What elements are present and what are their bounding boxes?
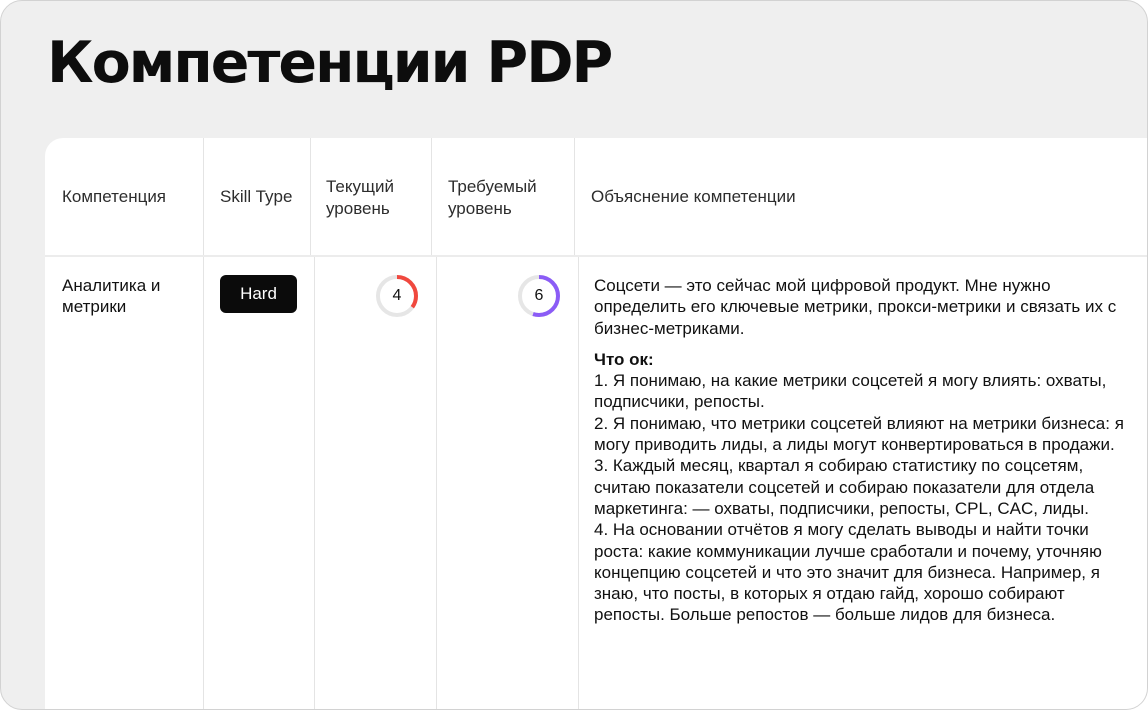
explanation-list-item: 4. На основании отчётов я могу сделать выводы и найти точки роста: какие коммуникации лучше сработали и почему, уточняю концепцию соцсетей и что это значит для бизнеса. Например, я знаю, что посты, в которых я отдаю гайд, хорошо собирают репосты. Больше репостов — больше лидов для бизнеса. — [594, 520, 1102, 625]
required-level-value: 6 — [534, 287, 544, 304]
competence-explanation — [594, 275, 1134, 626]
column-divider — [574, 138, 575, 255]
column-divider — [310, 138, 311, 255]
column-divider — [314, 257, 315, 710]
current-level-value: 4 — [392, 287, 402, 304]
header-competence: Компетенция — [62, 187, 167, 206]
explanation-ok-title: Что ок: — [594, 349, 654, 369]
header-current-level: Текущий уровень — [326, 177, 394, 218]
column-divider — [578, 257, 579, 710]
header-required-level: Требуемый уровень — [448, 177, 537, 218]
competence-table — [45, 138, 1148, 710]
header-skill-type: Skill Type — [220, 187, 293, 206]
header-explanation: Объяснение компетенции — [591, 187, 796, 206]
skill-type-badge: Hard — [220, 275, 297, 313]
page-title: Компетенции PDP — [47, 30, 612, 96]
column-divider — [431, 138, 432, 255]
header-divider — [45, 255, 1148, 257]
column-divider — [436, 257, 437, 710]
explanation-list-item: 2. Я понимаю, что метрики соцсетей влияют на метрики бизнеса: я могу приводить лиды, а лиды могут конвертироваться в продажи. — [594, 413, 1124, 455]
column-divider — [203, 257, 204, 710]
explanation-intro: Соцсети — это сейчас мой цифровой продукт. Мне нужно определить его ключевые метрики, прокси-метрики и связать их с бизнес-метриками. — [594, 276, 1117, 338]
explanation-list-item: 1. Я понимаю, на какие метрики соцсетей я могу влиять: охваты, подписчики, репосты. — [594, 371, 1107, 412]
column-divider — [203, 138, 204, 255]
required-level-ring — [517, 274, 561, 318]
explanation-list-item: 3. Каждый месяц, квартал я собираю статистику по соцсетям, считаю показатели соцсетей и собираю показатели для отдела маркетинга: — охваты, подписчики, репосты, CPL, CAC, лиды. — [594, 456, 1095, 518]
row-competence: Аналитика и метрики — [62, 276, 161, 316]
current-level-ring — [375, 274, 419, 318]
